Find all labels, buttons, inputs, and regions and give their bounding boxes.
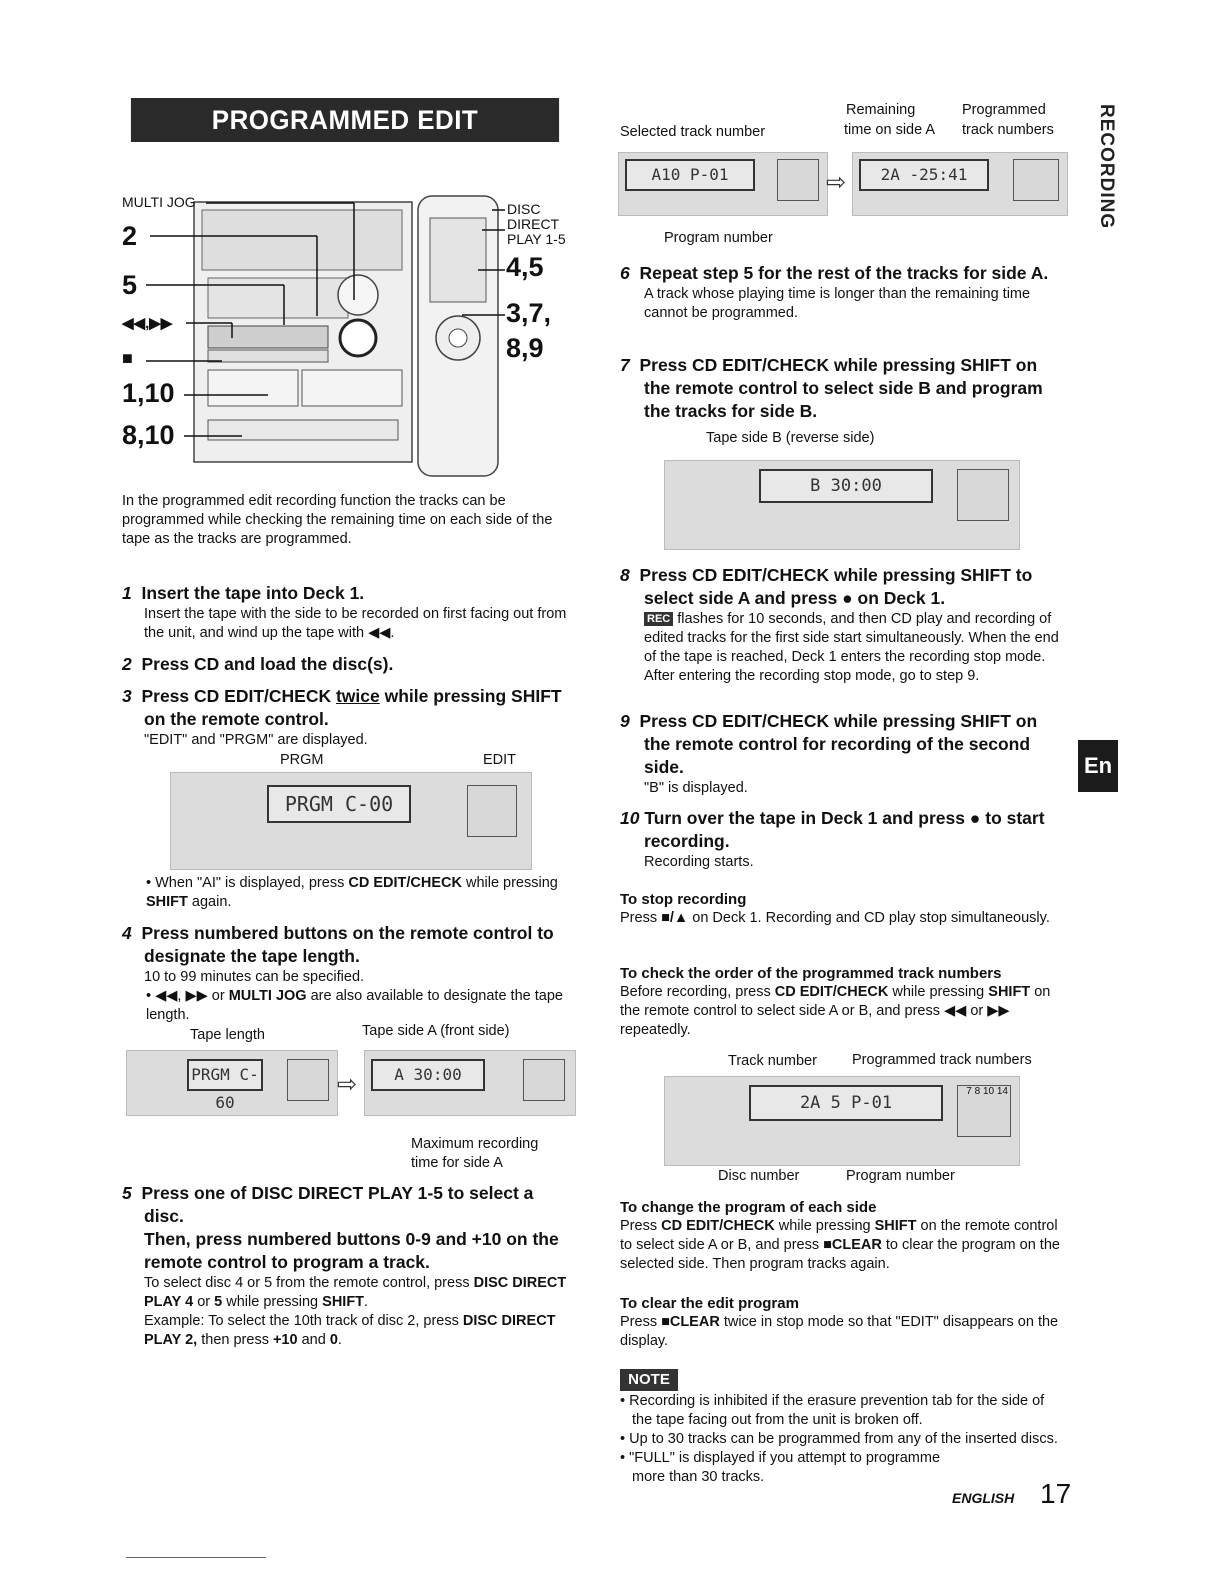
- intro-text: In the programmed edit recording function the tracks can be programmed while checking the remaining time on each side of the tape as the tracks are programmed.: [122, 493, 553, 547]
- arrow-icon: ⇨: [826, 169, 847, 196]
- lcd-display-step3: [170, 772, 532, 870]
- label-program-number: Program number: [664, 230, 773, 246]
- lcd-text: B 30:00: [759, 469, 933, 503]
- label-multi-jog: MULTI JOG: [122, 194, 196, 210]
- label-tape-side-b: Tape side B (reverse side): [706, 430, 875, 446]
- label-step-1-10: 1,10: [122, 378, 175, 408]
- lcd-text: 2A 5 P-01: [749, 1085, 943, 1121]
- label-remaining-time: Remaining time on side A: [844, 102, 936, 138]
- section-stop-recording: To stop recording Press ■/▲ on Deck 1. Recording and CD play stop simultaneously.: [620, 891, 1050, 926]
- step-8: 8 Press CD EDIT/CHECK while pressing SHIFT to select side A and press ● on Deck 1. REC flashes for 10 seconds, and then CD play and recording of edited tracks for the first side start simultaneously. When the end of the tape is reached, Deck 1 enters the recording stop mode. After entering the recording stop mode, go to step 9.: [620, 565, 1059, 684]
- lcd-text: A 30:00: [371, 1059, 485, 1091]
- step-10: 10 Turn over the tape in Deck 1 and press ● to start recording. Recording starts.: [620, 808, 1045, 870]
- label-program-number-2: Program number: [846, 1168, 955, 1184]
- label-edit: EDIT: [483, 752, 517, 768]
- footer-language: ENGLISH: [952, 1490, 1015, 1506]
- step-4: 4 Press numbered buttons on the remote control to designate the tape length. 10 to 99 minutes can be specified. • ◀◀, ▶▶ or MULTI JOG are also available to designate the tape length.: [122, 923, 563, 1023]
- step-6: 6 Repeat step 5 for the rest of the tracks for side A. A track whose playing time is longer than the remaining time cannot be programmed.: [620, 263, 1049, 321]
- label-disc-number: Disc number: [718, 1168, 800, 1184]
- section-clear-program: To clear the edit program Press ■CLEAR twice in stop mode so that "EDIT" disappears on the display.: [620, 1295, 1059, 1349]
- lcd-display-step4-b: [364, 1050, 576, 1116]
- side-tab-recording: RECORDING: [1096, 104, 1117, 230]
- label-disc-direct: DISC DIRECT PLAY 1-5: [507, 201, 566, 247]
- label-tape-side-a: Tape side A (front side): [362, 1023, 510, 1039]
- label-programmed-tracks: Programmed track numbers: [962, 102, 1054, 138]
- label-selected-track: Selected track number: [620, 124, 766, 140]
- page-title: PROGRAMMED EDIT RECORDING: [131, 98, 559, 142]
- step-3-note: • When "AI" is displayed, press CD EDIT/CHECK while pressing SHIFT again.: [146, 875, 558, 910]
- label-step-3-7: 3,7,: [506, 298, 552, 328]
- section-check-order: To check the order of the programmed track numbers Before recording, press CD EDIT/CHECK while pressing SHIFT on the remote control to select side A or B, and press ◀◀ or ▶▶ repeatedly.: [620, 965, 1051, 1038]
- device-illustration: [122, 190, 572, 490]
- label-step-8-10: 8,10: [122, 420, 175, 450]
- page-number: 17: [1040, 1478, 1072, 1509]
- step-9: 9 Press CD EDIT/CHECK while pressing SHIFT on the remote control for recording of the second side. "B" is displayed.: [620, 711, 1038, 796]
- lcd-display-step5-b: [852, 152, 1068, 216]
- note-item: • "FULL" is displayed if you attempt to programme more than 30 tracks.: [620, 1450, 941, 1485]
- step-2: 2 Press CD and load the disc(s).: [122, 654, 394, 674]
- lcd-display-step4-a: [126, 1050, 338, 1116]
- section-change-program: To change the program of each side Press CD EDIT/CHECK while pressing SHIFT on the remote control to select side A or B, and press ■CLEAR to clear the program on the selected side. Then program tracks again.: [620, 1199, 1060, 1272]
- label-step-8-9: 8,9: [506, 333, 544, 363]
- label-stop-button: ■: [122, 348, 133, 368]
- lcd-text: 2A -25:41: [859, 159, 989, 191]
- note-item: • Recording is inhibited if the erasure prevention tab for the side of the tape facing out from the unit is broken off.: [620, 1393, 1045, 1428]
- step-7: 7 Press CD EDIT/CHECK while pressing SHIFT on the remote control to select side B and program the tracks for side B.: [620, 355, 1043, 421]
- label-step-2: 2: [122, 221, 138, 251]
- arrow-icon: ⇨: [337, 1071, 358, 1098]
- lcd-text: A10 P-01: [625, 159, 755, 191]
- lcd-display-step7: [664, 460, 1020, 550]
- step-1: 1 Insert the tape into Deck 1. Insert the tape with the side to be recorded on first facing out from the unit, and wind up the tape with ◀◀.: [122, 583, 567, 641]
- step-3: 3 Press CD EDIT/CHECK twice while pressing SHIFT on the remote control. "EDIT" and "PRGM" are displayed.: [122, 686, 562, 748]
- notes-list: [620, 1392, 1066, 1487]
- step-5: 5 Press one of DISC DIRECT PLAY 1-5 to select a disc. Then, press numbered buttons 0-9 and +10 on the remote control to program a track. To select disc 4 or 5 from the remote control, press DISC DIRECT PLAY 4 or 5 while pressing SHIFT. Example: To select the 10th track of disc 2, press DISC DIRECT PLAY 2, then press +10 and 0.: [122, 1183, 567, 1348]
- label-tape-length: Tape length: [190, 1027, 265, 1043]
- label-step-5: 5: [122, 270, 138, 300]
- lcd-display-check: [664, 1076, 1020, 1166]
- language-tab: En: [1078, 740, 1118, 792]
- rec-indicator: REC: [644, 612, 673, 626]
- lcd-track-numbers: 7 8 10 14: [957, 1085, 1011, 1137]
- note-badge: NOTE: [620, 1369, 678, 1391]
- device-diagram: [122, 190, 572, 490]
- note-item: • Up to 30 tracks can be programmed from any of the inserted discs.: [620, 1431, 1058, 1447]
- label-step-4-5: 4,5: [506, 252, 544, 282]
- label-prgm: PRGM: [280, 752, 324, 768]
- lcd-text: PRGM C-00: [267, 785, 411, 823]
- label-skip-buttons: ◀◀,▶▶: [122, 315, 173, 332]
- lcd-text: PRGM C-60: [187, 1059, 263, 1091]
- label-programmed-track-numbers: Programmed track numbers: [852, 1052, 1032, 1068]
- footer-rule: [126, 1557, 266, 1558]
- label-max-recording: Maximum recording time for side A: [411, 1136, 539, 1171]
- lcd-display-step5-a: [618, 152, 828, 216]
- label-track-number: Track number: [728, 1053, 817, 1069]
